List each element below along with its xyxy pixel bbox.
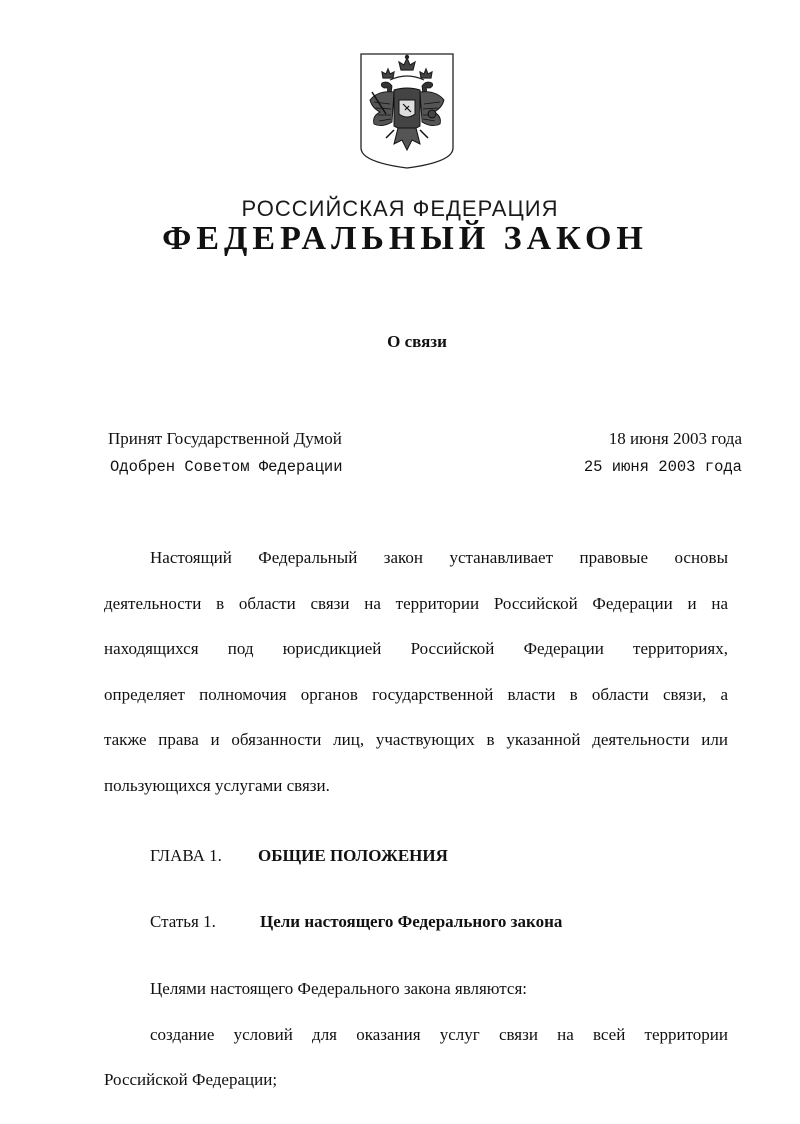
- body-line: создание условий для оказания услуг связи на всей территории: [150, 1024, 728, 1044]
- preamble-paragraph: [104, 535, 728, 809]
- adoption-duma-label: Принят Государственной Думой: [108, 429, 342, 448]
- body-line: Российской Федерации;: [104, 1070, 278, 1090]
- adoption-council-date: 25 июня 2003 года: [583, 458, 742, 476]
- body-line: Целями настоящего Федерального закона являются:: [150, 979, 528, 998]
- preamble-line: пользующихся услугами связи.: [104, 775, 330, 795]
- preamble-line: определяет полномочия органов государственной власти в области связи, а: [104, 684, 728, 704]
- chapter-number: ГЛАВА 1.: [150, 846, 222, 865]
- law-title: О связи: [387, 332, 447, 351]
- country-heading: РОССИЙСКАЯ ФЕДЕРАЦИЯ: [241, 196, 559, 221]
- article-name: Цели настоящего Федерального закона: [260, 912, 563, 931]
- adoption-duma-row: [108, 429, 742, 449]
- russian-coat-of-arms-icon: [358, 52, 456, 170]
- adoption-duma-date: 18 июня 2003 года: [608, 429, 742, 448]
- adoption-council-row: [110, 458, 742, 476]
- article-heading: [150, 912, 562, 932]
- preamble-line: находящихся под юрисдикцией Российской Федерации территориях,: [104, 639, 728, 659]
- chapter-name: ОБЩИЕ ПОЛОЖЕНИЯ: [258, 846, 448, 865]
- article-number: Статья 1.: [150, 912, 216, 931]
- chapter-heading: [150, 846, 448, 866]
- body-paragraph: [104, 966, 728, 1103]
- preamble-line: Настоящий Федеральный закон устанавливает правовые основы: [150, 548, 728, 567]
- document-type-heading: ФЕДЕРАЛЬНЫЙ ЗАКОН: [162, 220, 648, 257]
- adoption-council-label: Одобрен Советом Федерации: [110, 458, 343, 476]
- preamble-line: деятельности в области связи на территории Российской Федерации и на: [104, 593, 728, 613]
- preamble-line: также права и обязанности лиц, участвующих в указанной деятельности или: [104, 730, 728, 750]
